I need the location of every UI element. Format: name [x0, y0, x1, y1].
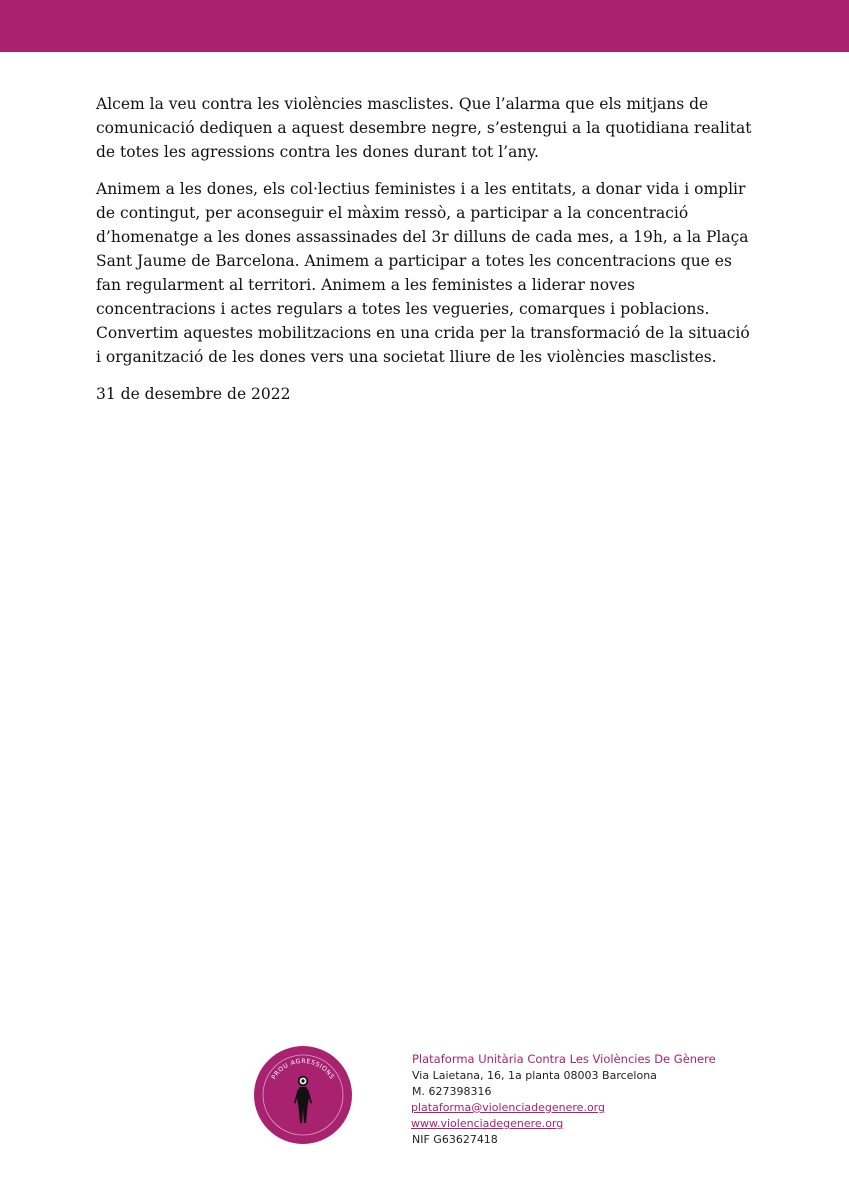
address: Via Laietana, 16, 1a planta 08003 Barcelona	[412, 1069, 657, 1082]
prou-agressions-logo	[253, 1045, 353, 1145]
phone: M. 627398316	[412, 1085, 492, 1098]
nif: NIF G63627418	[412, 1133, 498, 1146]
paragraph-2: Animem a les dones, els col·lectius feministes i a les entitats, a donar vida i omplir de contingut, per aconseguir el màxim ressò, a participar a la concentració d’homenatge a les dones assassinades del 3r dilluns de cada mes, a 19h, a la Plaça Sant Jaume de Barcelona. Animem a participar a totes les concentracions que es fan regularment al territori. Animem a les feministes a liderar noves concentracions i actes regulars a totes les vegueries, comarques i poblacions. Convertim aquestes mobilitzacions en una crida per la transformació de la situació i organització de les dones vers una societat lliure de les violències masclistes.	[96, 180, 750, 366]
email-link[interactable]: plataforma@violenciadegenere.org	[411, 1101, 605, 1114]
document-body	[96, 92, 756, 419]
organization-name: Plataforma Unitària Contra Les Violències De Gènere	[412, 1052, 716, 1066]
svg-text:PROU AGRESSIONS: PROU AGRESSIONS	[270, 1057, 336, 1081]
website-link[interactable]: www.violenciadegenere.org	[411, 1117, 564, 1130]
organization-info	[412, 1051, 732, 1148]
footer	[253, 1045, 716, 1155]
header-band	[0, 0, 849, 52]
paragraph-1: Alcem la veu contra les violències masclistes. Que l’alarma que els mitjans de comunicació dediquen a aquest desembre negre, s’estengui a la quotidiana realitat de totes les agressions contra les dones durant tot l’any.	[96, 95, 752, 161]
document-date: 31 de desembre de 2022	[96, 385, 291, 403]
